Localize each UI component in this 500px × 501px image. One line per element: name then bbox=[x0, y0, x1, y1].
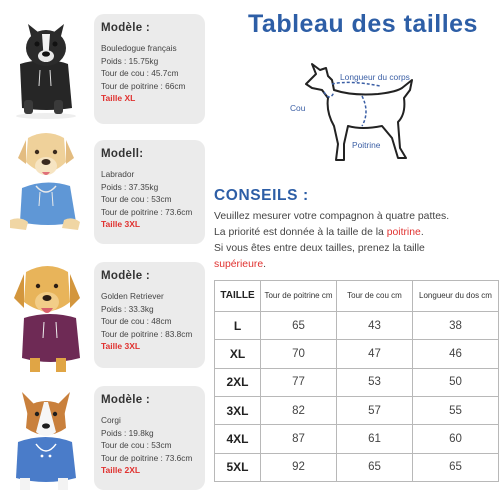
cell-neck: 61 bbox=[337, 425, 413, 453]
cell-neck: 57 bbox=[337, 396, 413, 424]
conseils-line-2-text: La priorité est donnée à la taille de la bbox=[214, 227, 387, 238]
size-table bbox=[214, 280, 499, 482]
cell-size: 3XL bbox=[215, 396, 261, 424]
card-title: Modèle : bbox=[101, 394, 151, 406]
card-chest: Tour de poitrine : 73.6cm bbox=[101, 206, 193, 217]
cell-back-length: 38 bbox=[413, 312, 499, 340]
label-chest: Poitrine bbox=[352, 140, 381, 150]
card-size: Taille 3XL bbox=[101, 219, 141, 230]
conseils-line-4-end: . bbox=[263, 259, 266, 270]
column-header-chest: Tour de poitrine cm bbox=[261, 281, 337, 312]
conseils-line-2-end: . bbox=[420, 227, 424, 238]
conseils-line-1: Veuillez mesurer votre compagnon à quatre pattes. bbox=[214, 211, 450, 222]
card-title: Modèle : bbox=[101, 22, 151, 34]
card-title: Modèle : bbox=[101, 270, 151, 282]
dog-photo-corgi bbox=[6, 386, 90, 494]
cell-chest: 77 bbox=[261, 368, 337, 396]
cell-size: XL bbox=[215, 340, 261, 368]
card-weight: Poids : 19.8kg bbox=[101, 427, 154, 438]
card-size: Taille 2XL bbox=[101, 465, 141, 476]
card-neck: Tour de cou : 45.7cm bbox=[101, 68, 179, 79]
card-chest: Tour de poitrine : 73.6cm bbox=[101, 452, 193, 463]
cell-back-length: 46 bbox=[413, 340, 499, 368]
table-row bbox=[215, 312, 499, 340]
cell-size: 4XL bbox=[215, 425, 261, 453]
dog-card-4 bbox=[94, 386, 205, 490]
card-breed: Bouledogue français bbox=[101, 43, 177, 53]
card-breed: Corgi bbox=[101, 415, 121, 425]
cell-neck: 43 bbox=[337, 312, 413, 340]
cell-chest: 92 bbox=[261, 453, 337, 481]
page-title: Tableau des tailles bbox=[248, 10, 478, 38]
table-row bbox=[215, 368, 499, 396]
conseils-line-2 bbox=[214, 225, 500, 241]
cell-size: 5XL bbox=[215, 453, 261, 481]
card-neck: Tour de cou : 48cm bbox=[101, 316, 172, 327]
table-row bbox=[215, 396, 499, 424]
table-header-row bbox=[215, 281, 499, 312]
cell-chest: 70 bbox=[261, 340, 337, 368]
card-size: Taille 3XL bbox=[101, 341, 141, 352]
label-body-length: Longueur du corps bbox=[340, 72, 410, 82]
cell-back-length: 50 bbox=[413, 368, 499, 396]
highlight-chest: poitrine bbox=[386, 227, 421, 238]
conseils-line-4 bbox=[214, 257, 500, 273]
card-breed: Labrador bbox=[101, 169, 135, 179]
column-header-neck: Tour de cou cm bbox=[337, 281, 413, 312]
dog-card-3 bbox=[94, 262, 205, 368]
card-neck: Tour de cou : 53cm bbox=[101, 440, 172, 451]
card-chest: Tour de poitrine : 66cm bbox=[101, 80, 186, 91]
card-weight: Poids : 15.75kg bbox=[101, 55, 159, 66]
cell-neck: 47 bbox=[337, 340, 413, 368]
dog-card-2 bbox=[94, 140, 205, 244]
card-breed: Golden Retriever bbox=[101, 291, 164, 301]
column-header-size: TAILLE bbox=[215, 281, 261, 312]
conseils-line-3: Si vous êtes entre deux tailles, prenez la taille bbox=[214, 243, 425, 254]
cell-size: L bbox=[215, 312, 261, 340]
card-weight: Poids : 33.3kg bbox=[101, 303, 154, 314]
card-chest: Tour de poitrine : 83.8cm bbox=[101, 328, 193, 339]
dog-photo-french-bulldog bbox=[6, 12, 90, 120]
table-row bbox=[215, 453, 499, 481]
card-neck: Tour de cou : 53cm bbox=[101, 194, 172, 205]
cell-chest: 87 bbox=[261, 425, 337, 453]
conseils-title: CONSEILS : bbox=[214, 187, 309, 204]
cell-back-length: 60 bbox=[413, 425, 499, 453]
cell-neck: 53 bbox=[337, 368, 413, 396]
cell-chest: 82 bbox=[261, 396, 337, 424]
card-weight: Poids : 37.35kg bbox=[101, 181, 159, 192]
table-row bbox=[215, 340, 499, 368]
cell-size: 2XL bbox=[215, 368, 261, 396]
cell-back-length: 65 bbox=[413, 453, 499, 481]
conseils-text bbox=[214, 209, 500, 273]
card-title: Modell: bbox=[101, 148, 144, 160]
cell-back-length: 55 bbox=[413, 396, 499, 424]
column-header-back-length: Longueur du dos cm bbox=[413, 281, 499, 312]
table-row bbox=[215, 425, 499, 453]
dog-card-1 bbox=[94, 14, 205, 124]
card-size: Taille XL bbox=[101, 93, 136, 104]
dog-photo-labrador bbox=[6, 124, 90, 232]
label-neck: Cou bbox=[290, 103, 306, 113]
cell-chest: 65 bbox=[261, 312, 337, 340]
highlight-upper-size: supérieure bbox=[214, 259, 264, 270]
cell-neck: 65 bbox=[337, 453, 413, 481]
measurement-diagram bbox=[282, 56, 442, 170]
dog-photo-golden-retriever bbox=[6, 258, 90, 366]
